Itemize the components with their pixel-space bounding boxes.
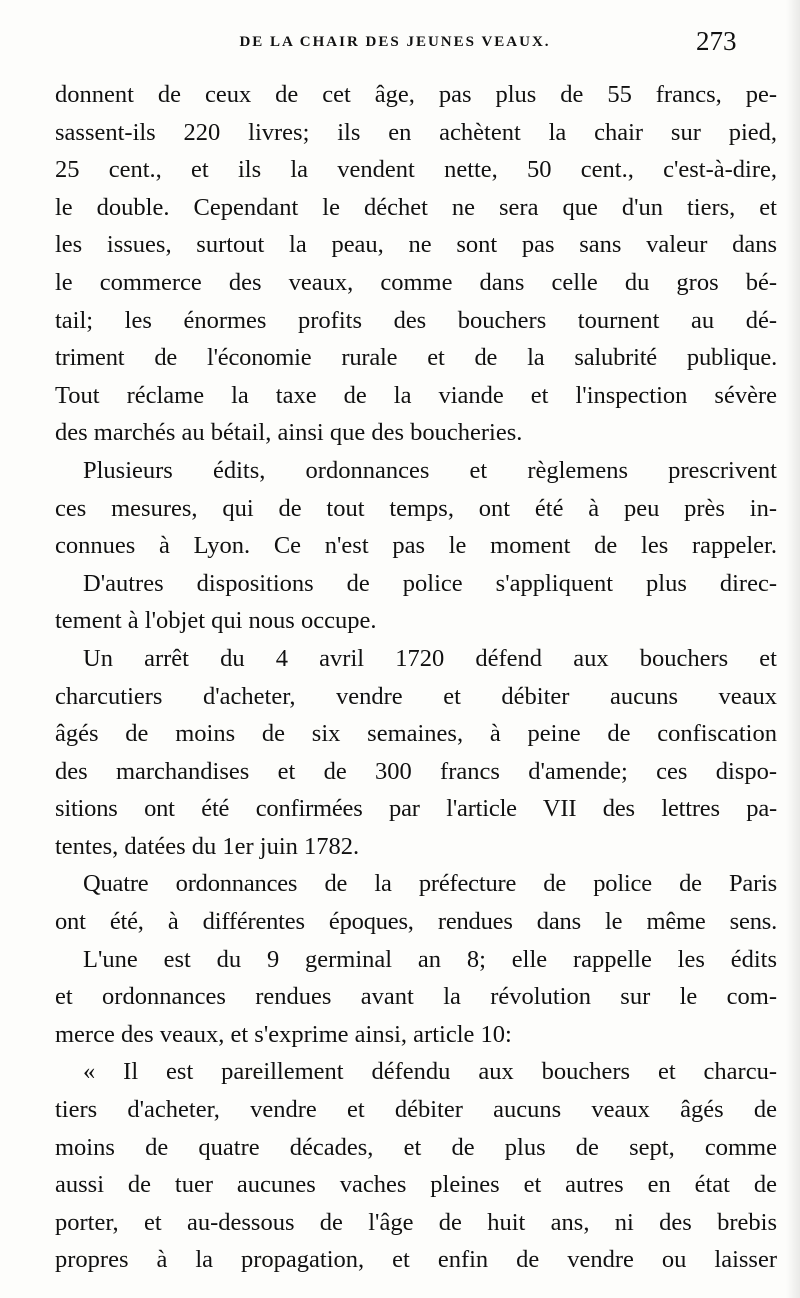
text-line: les issues, surtout la peau, ne sont pas sans valeur dans	[55, 231, 777, 259]
running-title: DE LA CHAIR DES JEUNES VEAUX.	[239, 34, 551, 50]
text-line: propres à la propagation, et enfin de vendre ou laisser	[55, 1246, 777, 1274]
text-line: moins de quatre décades, et de plus de sept, comme	[55, 1133, 777, 1161]
text-line: « Il est pareillement défendu aux bouchers et charcu-	[83, 1058, 777, 1086]
text-line: ont été, à différentes époques, rendues dans le même sens.	[55, 908, 777, 936]
text-line: 25 cent., et ils la vendent nette, 50 cent., c'est-à-dire,	[55, 156, 777, 184]
text-line: Tout réclame la taxe de la viande et l'inspection sévère	[55, 381, 777, 409]
body-text	[55, 76, 777, 1279]
text-line: aussi de tuer aucunes vaches pleines et autres en état de	[55, 1171, 777, 1199]
text-line: donnent de ceux de cet âge, pas plus de 55 francs, pe-	[55, 81, 777, 108]
page-edge-shadow	[786, 0, 800, 1298]
text-line: triment de l'économie rurale et de la salubrité publique.	[55, 344, 777, 372]
text-line: tement à l'objet qui nous occupe.	[55, 607, 377, 635]
text-line: le commerce des veaux, comme dans celle du gros bé-	[55, 268, 777, 296]
text-line: sitions ont été confirmées par l'article VII des lettres pa-	[55, 795, 777, 823]
page-number: 273	[696, 26, 737, 56]
text-line: merce des veaux, et s'exprime ainsi, article 10:	[55, 1020, 512, 1048]
text-line: ces mesures, qui de tout temps, ont été à peu près in-	[55, 494, 777, 522]
text-line: Plusieurs édits, ordonnances et règlemens prescrivent	[83, 456, 777, 484]
text-line: et ordonnances rendues avant la révolution sur le com-	[55, 983, 777, 1011]
text-line: D'autres dispositions de police s'appliquent plus direc-	[83, 569, 777, 597]
text-line: porter, et au-dessous de l'âge de huit ans, ni des brebis	[55, 1208, 777, 1236]
text-line: tentes, datées du 1er juin 1782.	[55, 832, 360, 860]
text-line: le double. Cependant le déchet ne sera que d'un tiers, et	[55, 193, 777, 221]
text-line: L'une est du 9 germinal an 8; elle rappelle les édits	[83, 945, 777, 973]
text-line: tiers d'acheter, vendre et débiter aucuns veaux âgés de	[55, 1096, 777, 1124]
text-line: sassent-ils 220 livres; ils en achètent la chair sur pied,	[55, 118, 777, 146]
text-line: des marchés au bétail, ainsi que des boucheries.	[55, 419, 523, 447]
text-line: Un arrêt du 4 avril 1720 défend aux bouchers et	[83, 644, 777, 672]
text-line: Quatre ordonnances de la préfecture de police de Paris	[83, 870, 777, 898]
text-line: âgés de moins de six semaines, à peine de confiscation	[55, 720, 777, 748]
text-line: connues à Lyon. Ce n'est pas le moment de les rappeler.	[55, 532, 777, 560]
text-line: charcutiers d'acheter, vendre et débiter aucuns veaux	[55, 682, 777, 710]
text-line: des marchandises et de 300 francs d'amende; ces dispo-	[55, 757, 777, 785]
text-line: tail; les énormes profits des bouchers tournent au dé-	[55, 306, 777, 334]
